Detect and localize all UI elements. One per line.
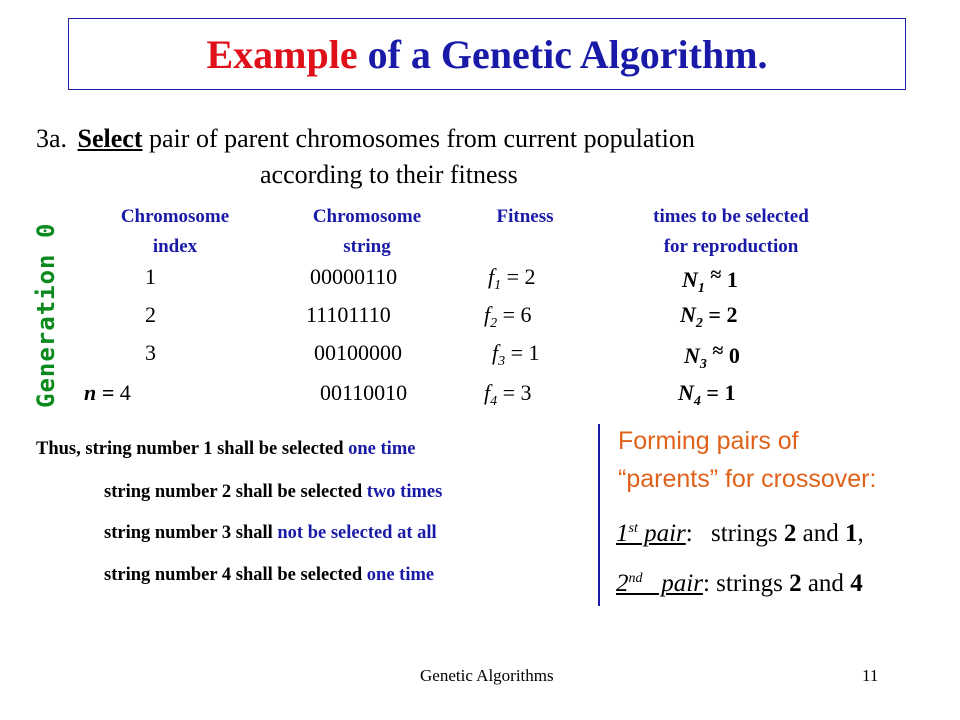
row4-f-value: = 3 [502,380,532,405]
selection-4-text: string number 4 shall be selected [104,565,367,585]
selection-3-text: string number 3 shall [104,523,278,543]
row3-string: 00100000 [314,340,402,365]
selection-line-2 [104,482,442,503]
second-pair [616,570,863,598]
row1-selection-count [682,264,738,297]
row3-rel: ≈ [712,340,724,362]
row1-string: 00000110 [310,264,398,289]
header-times-line2: for reproduction [663,236,799,257]
row4-n-value: 1 [724,380,736,405]
first-pair-and: and [802,520,839,547]
second-pair-a: 2 [789,570,802,597]
row4-index [84,380,131,406]
vertical-divider [598,424,600,606]
second-pair-and: and [807,570,844,597]
row2-f: f [484,302,491,327]
row2-f-value: = 6 [502,302,532,327]
step-keyword: Select [77,124,143,153]
first-pair-sup: st [628,521,638,536]
step-line-1 [36,124,695,154]
page-number: 11 [862,666,879,685]
row3-f: f [492,340,499,365]
header-times [606,202,856,262]
row2-rel: = [708,302,721,327]
pairs-heading-line2: “parents” for crossover: [618,465,877,493]
first-pair-b: 1 [845,520,858,547]
row2-index: 2 [145,302,156,327]
row4-fitness [484,380,532,410]
selection-3-highlight: not be selected at all [277,523,437,543]
row1-f: f [488,264,495,289]
selection-2-text: string number 2 shall be selected [104,482,367,502]
row3-n-sub: 3 [699,357,707,372]
row2-n-value: 2 [726,302,738,327]
pairs-heading [618,422,876,498]
n-label: n = [84,380,115,405]
row3-n: N [684,343,700,368]
second-pair-word: pair [642,570,703,597]
row4-selection-count [678,380,735,410]
row4-index-value: 4 [119,380,131,405]
row2-f-sub: 2 [490,316,498,331]
row4-rel: = [706,380,719,405]
row1-n: N [682,267,698,292]
row3-f-value: = 1 [510,340,540,365]
header-index-line2: index [152,236,198,257]
second-pair-sup: nd [628,571,643,586]
selection-line-3 [104,523,437,544]
title-keyword: Example [206,32,358,77]
header-index [90,202,260,262]
row4-f-sub: 4 [490,394,498,409]
second-pair-b: 4 [850,570,863,597]
row3-fitness [492,340,540,370]
selection-line-1 [36,439,415,460]
header-index-line1: Chromosome [120,206,230,227]
row4-n: N [678,380,694,405]
row2-selection-count [680,302,737,332]
selection-1-text: Thus, string number 1 shall be selected [36,439,349,459]
header-string-line2: string [343,236,391,257]
first-pair-num: 1 [616,520,629,547]
selection-line-4 [104,565,434,586]
selection-2-highlight: two times [366,482,443,502]
row2-fitness [484,302,532,332]
header-times-line1: times to be selected [653,206,809,227]
first-pair-strings: strings [710,520,778,547]
row4-string: 00110010 [320,380,408,405]
step-line1-rest: pair of parent chromosomes from current population [142,124,695,153]
row1-f-value: = 2 [506,264,536,289]
step-number: 3a. [36,124,68,153]
selection-4-highlight: one time [366,565,435,585]
first-pair-label [616,520,686,547]
row3-selection-count [684,340,740,373]
title-rest: of a Genetic Algorithm. [367,32,768,77]
row3-index: 3 [145,340,156,365]
step-line-2: according to their fitness [260,160,518,189]
first-pair-end: , [857,520,864,547]
header-fitness [470,202,580,232]
second-pair-strings: strings [716,570,783,597]
row1-rel: ≈ [710,264,722,286]
second-pair-colon: : [702,570,710,597]
row1-index: 1 [145,264,156,289]
row3-n-value: 0 [728,343,740,368]
row2-n-sub: 2 [695,316,703,331]
second-pair-num: 2 [616,570,629,597]
row3-f-sub: 3 [498,354,506,369]
header-string [282,202,452,262]
first-pair-a: 2 [783,520,797,547]
first-pair [616,520,864,548]
first-pair-word: pair [637,520,686,547]
first-pair-colon: : [685,520,693,547]
row1-f-sub: 1 [494,278,502,293]
row1-fitness [488,264,536,294]
second-pair-label [616,570,703,597]
header-fitness-line1: Fitness [496,206,554,227]
pairs-heading-line1: Forming pairs of [618,427,799,455]
footer-title: Genetic Algorithms [420,666,554,685]
row1-n-value: 1 [726,267,738,292]
selection-1-highlight: one time [348,439,416,459]
row2-string: 11101110 [306,302,391,327]
slide-title [68,18,906,90]
generation-label: Generation 0 [32,222,60,408]
header-string-line1: Chromosome [312,206,422,227]
row2-n: N [680,302,696,327]
row1-n-sub: 1 [697,281,705,296]
row4-n-sub: 4 [693,394,701,409]
row4-f: f [484,380,491,405]
